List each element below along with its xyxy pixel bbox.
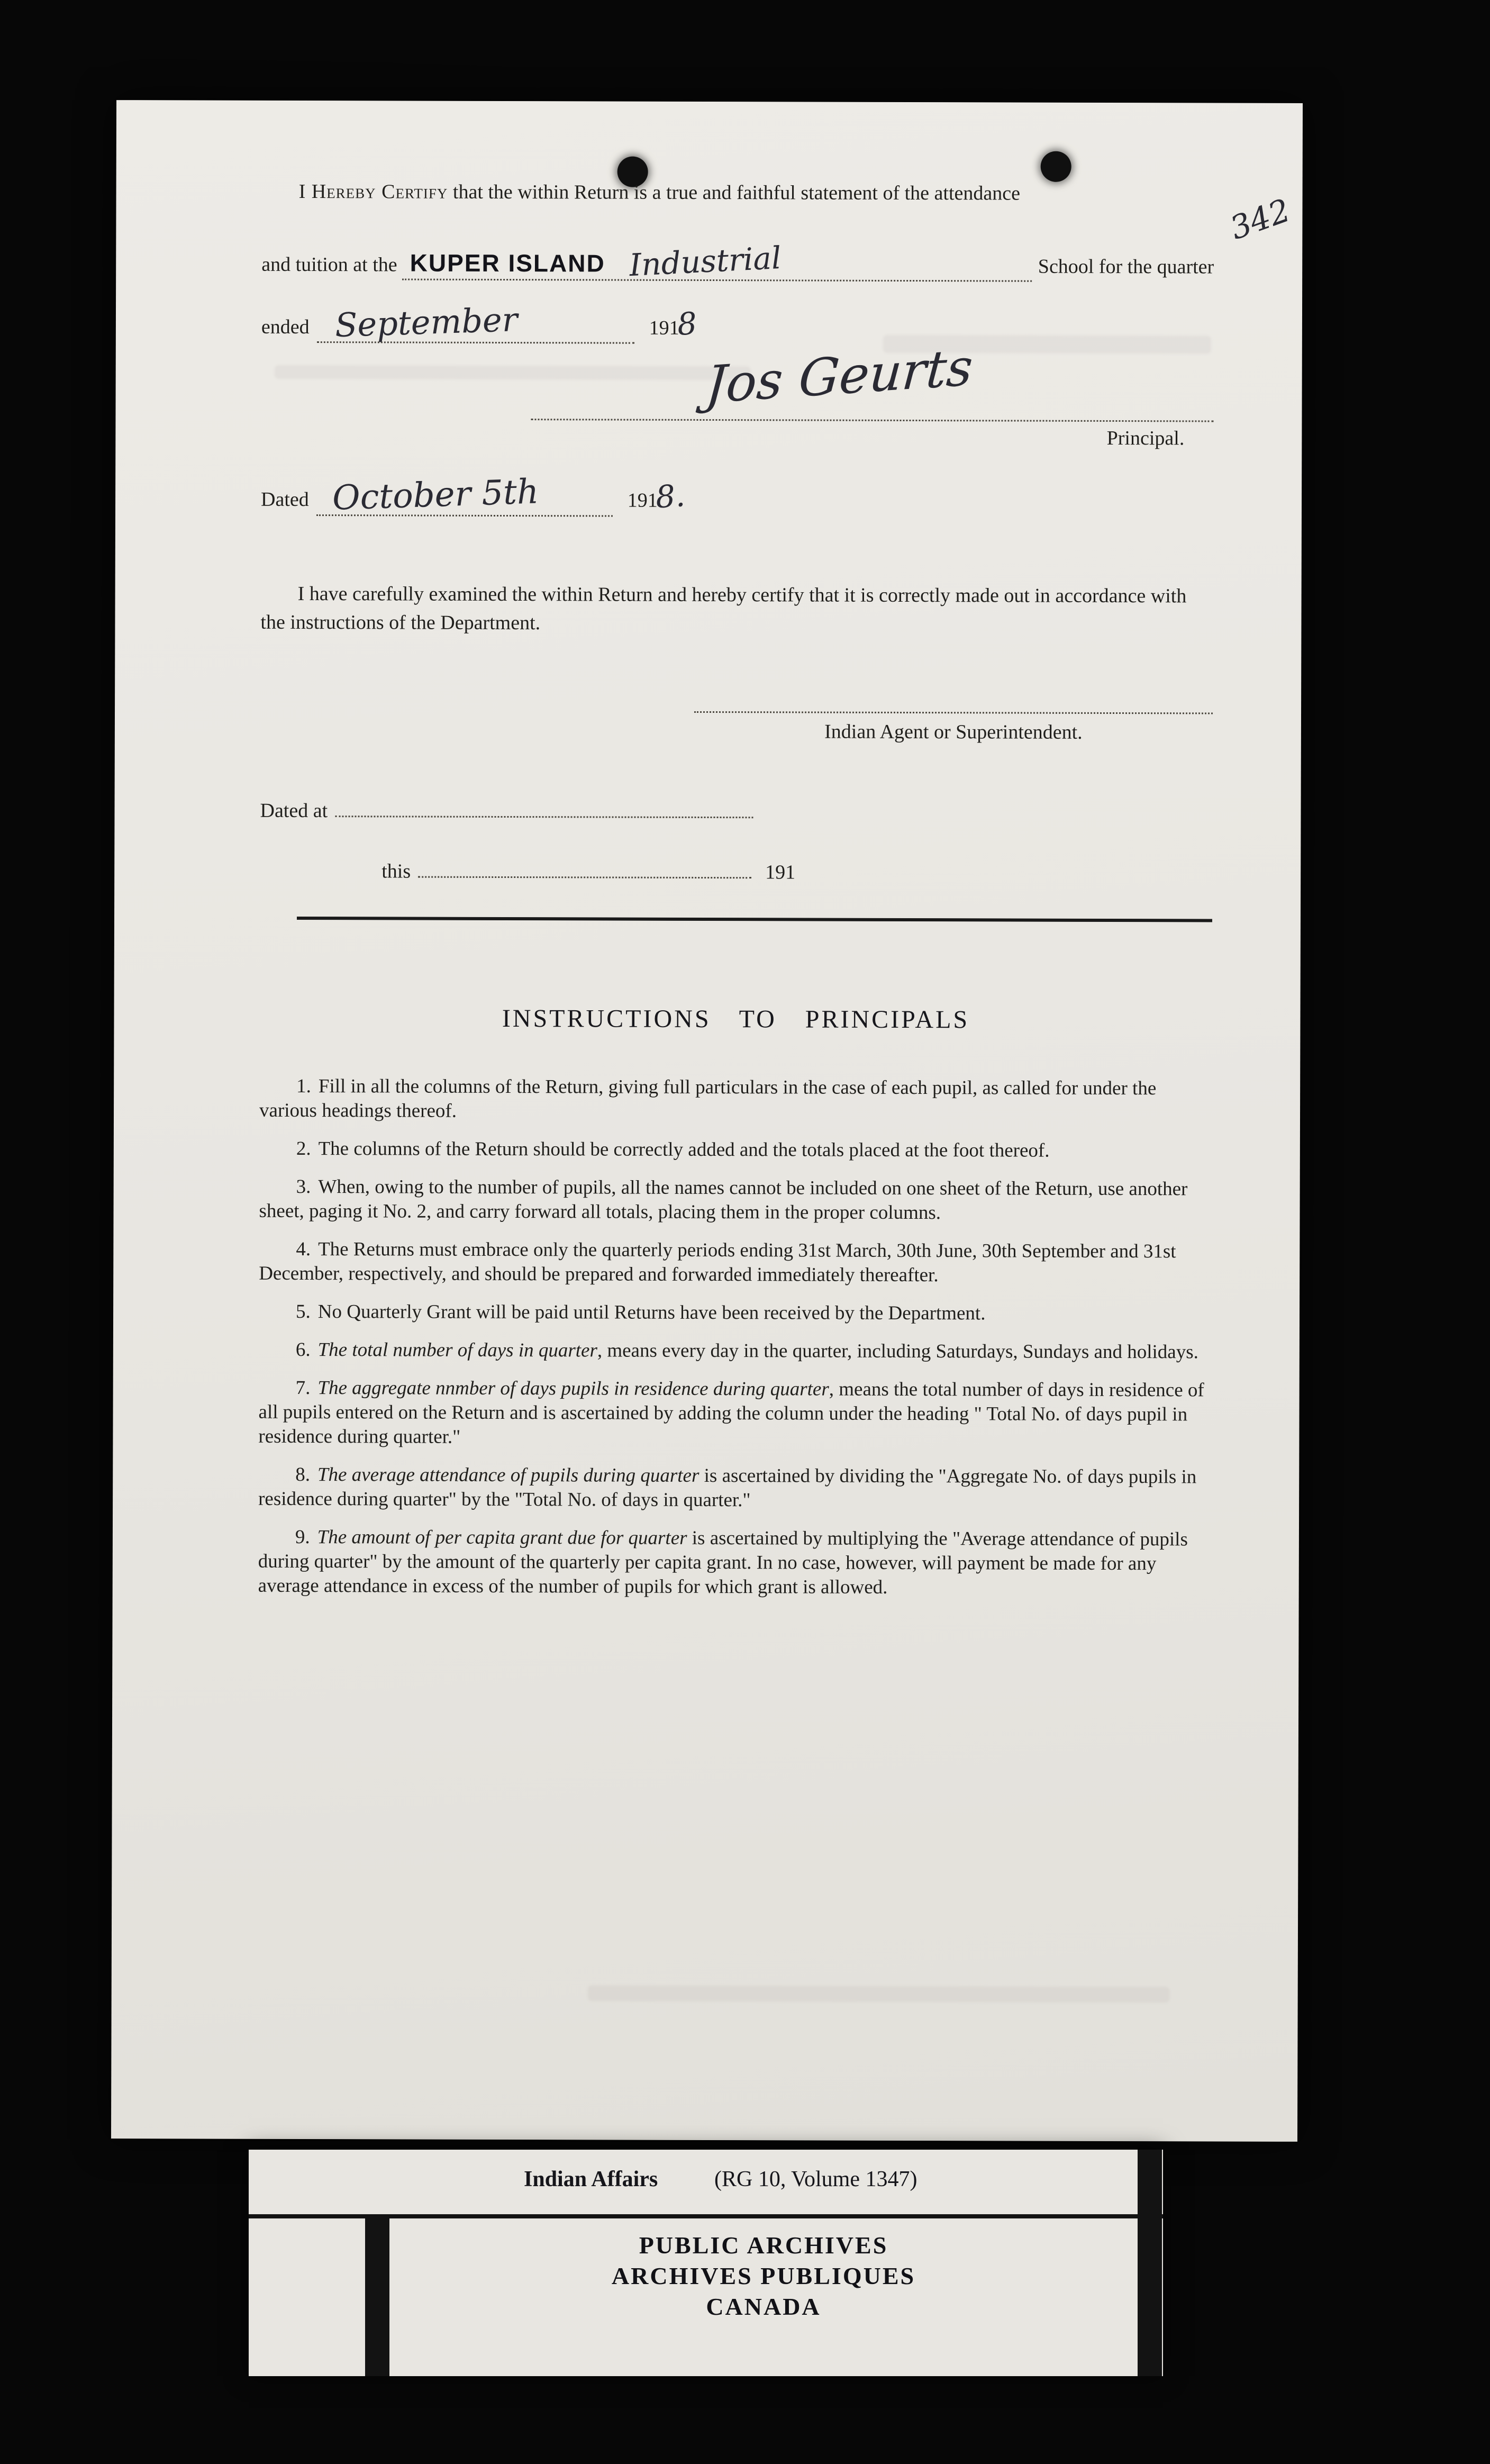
instruction-text: Fill in all the columns of the Return, giving full particulars in the case of each pupil, as called for under the various headings thereof. xyxy=(259,1075,1157,1122)
dated-line xyxy=(261,472,1213,519)
public-archives-stamp xyxy=(389,2230,1138,2322)
year-printed: 191 xyxy=(765,861,796,884)
stamp-line-1: PUBLIC ARCHIVES xyxy=(639,2232,888,2259)
instruction-item xyxy=(259,1237,1211,1289)
signature-dotted-line xyxy=(531,419,1213,422)
certify-lead: I Hereby Certify xyxy=(298,180,448,203)
archive-reference: (RG 10, Volume 1347) xyxy=(714,2167,917,2191)
instruction-lead: The average attendance of pupils during quarter xyxy=(317,1464,699,1487)
instruction-text: , means the total number of days in residence of all pupils entered on the Return and is ascertained by adding the column under the heading " Total No. of days pupil in residence during quarter." xyxy=(258,1378,1204,1448)
instruction-number: 3. xyxy=(296,1175,311,1198)
stamp-line-3: CANADA xyxy=(706,2293,821,2320)
agent-label: Indian Agent or Superintendent. xyxy=(824,720,1083,744)
instruction-item xyxy=(259,1338,1211,1365)
principal-signature: Jos Geurts xyxy=(704,337,975,415)
quarter-ended-line xyxy=(261,300,1214,346)
instruction-number: 9. xyxy=(295,1526,310,1548)
bleed-through-smudge xyxy=(588,1985,1170,2003)
handwritten-page-number: 342 xyxy=(1225,192,1295,248)
instruction-lead: The aggregate nnmber of days pupils in residence during quarter xyxy=(317,1377,829,1400)
year-printed: 191 xyxy=(627,489,658,512)
instruction-lead: The total number of days in quarter xyxy=(317,1339,597,1362)
handwritten-year-digit: 8. xyxy=(654,477,686,515)
collection-title: Indian Affairs xyxy=(524,2167,658,2191)
instruction-number: 4. xyxy=(296,1238,311,1261)
ended-label: ended xyxy=(261,315,310,339)
instruction-number: 8. xyxy=(295,1463,311,1486)
dotted-fill xyxy=(418,871,751,879)
instruction-item xyxy=(258,1463,1211,1514)
school-line xyxy=(261,239,1214,284)
instruction-item xyxy=(259,1175,1211,1226)
year-printed: 191 xyxy=(649,316,679,339)
school-line-pre: and tuition at the xyxy=(261,253,397,276)
dotted-fill xyxy=(317,300,634,345)
archive-label-strip xyxy=(249,2150,1163,2376)
instruction-text: , means every day in the quarter, including Saturdays, Sundays and holidays. xyxy=(597,1339,1198,1363)
principal-label: Principal. xyxy=(1106,427,1185,450)
certify-rest: that the within Return is a true and faithful statement of the attendance xyxy=(448,180,1021,205)
agent-signature-dotted-line xyxy=(694,711,1213,714)
dotted-fill xyxy=(403,239,1032,284)
bleed-through-smudge xyxy=(275,365,751,380)
school-line-post: School for the quarter xyxy=(1038,255,1214,278)
stamp-right-bar xyxy=(1138,2150,1162,2376)
instruction-text: is ascertained by dividing the "Aggregate No. of days pupils in residence during quarter" by the "Total No. of days in quarter." xyxy=(258,1464,1197,1511)
instruction-item xyxy=(259,1137,1212,1164)
punch-hole-icon xyxy=(1041,151,1071,182)
instruction-number: 5. xyxy=(295,1300,311,1323)
instruction-text: When, owing to the number of pupils, all the names cannot be included on one sheet of the Return, use another sheet, paging it No. 2, and carry forward all totals, placing them in the proper columns. xyxy=(259,1176,1188,1224)
dated-at-label: Dated at xyxy=(260,799,328,822)
instructions-list xyxy=(258,1074,1212,1601)
handwritten-date: October 5th xyxy=(331,472,539,518)
document-page xyxy=(111,100,1303,2142)
section-divider-rule xyxy=(297,917,1212,922)
dotted-fill xyxy=(316,472,613,518)
instruction-lead: The amount of per capita grant due for quarter xyxy=(317,1526,687,1549)
instruction-text: The columns of the Return should be correctly added and the totals placed at the foot thereof. xyxy=(318,1138,1050,1162)
instruction-item xyxy=(259,1074,1212,1126)
instruction-number: 7. xyxy=(295,1376,311,1399)
examined-paragraph: I have carefully examined the within Return and hereby certify that it is correctly made out in accordance with the instructions of the Department. xyxy=(260,582,1187,635)
dated-label: Dated xyxy=(261,488,309,511)
instructions-title: INSTRUCTIONS TO PRINCIPALS xyxy=(502,1004,970,1034)
instruction-text: No Quarterly Grant will be paid until Returns have been received by the Department. xyxy=(317,1301,986,1325)
instruction-number: 2. xyxy=(296,1137,311,1160)
handwritten-year-digit: 8 xyxy=(676,305,698,343)
stamp-line-2: ARCHIVES PUBLIQUES xyxy=(611,2262,916,2289)
instruction-item xyxy=(258,1376,1211,1452)
certify-statement xyxy=(262,180,1214,206)
handwritten-month: September xyxy=(334,300,519,345)
stamp-left-bar xyxy=(365,2214,389,2376)
dated-at-line xyxy=(260,799,1212,825)
dotted-fill xyxy=(335,810,753,818)
this-day-line xyxy=(260,859,1212,885)
this-label: this xyxy=(381,860,411,883)
instruction-text: is ascertained by multiplying the "Average attendance of pupils during quarter" by the amount of the quarterly per capita grant. In no case, however, will payment be made for any average attendance in excess of the number of pupils for which grant is allowed. xyxy=(258,1527,1188,1598)
instruction-number: 6. xyxy=(295,1338,311,1361)
instruction-item xyxy=(259,1300,1211,1327)
instruction-text: The Returns must embrace only the quarterly periods ending 31st March, 30th June, 30th September and 31st December, respectively, and should be prepared and forwarded immediately thereafter. xyxy=(259,1238,1176,1287)
instruction-item xyxy=(258,1525,1211,1601)
handwritten-school-type: Industrial xyxy=(629,239,783,284)
school-name-stamp: KUPER ISLAND xyxy=(410,249,605,277)
instruction-number: 1. xyxy=(296,1075,311,1098)
